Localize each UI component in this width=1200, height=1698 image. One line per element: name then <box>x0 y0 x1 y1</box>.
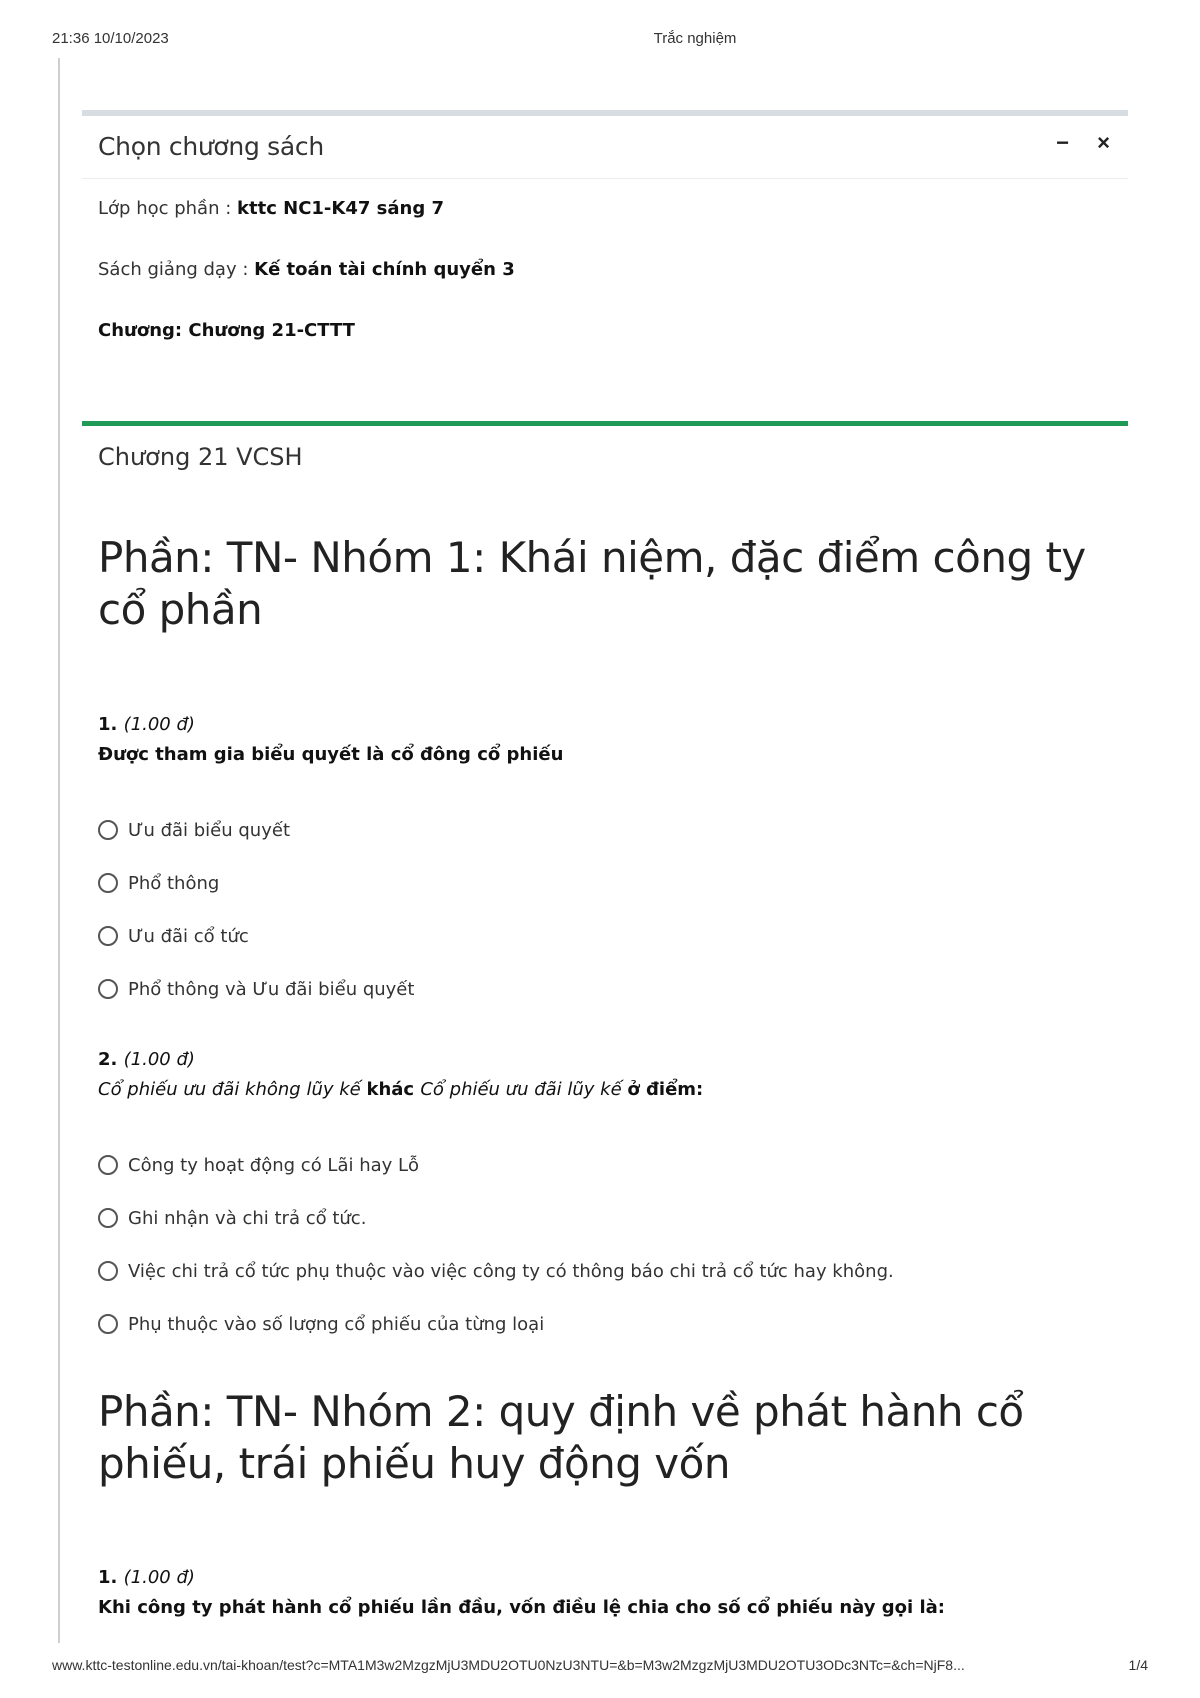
panel-header <box>82 116 1128 179</box>
question-index: 2. <box>98 1049 118 1070</box>
print-doc-title: Trắc nghiệm <box>653 30 737 47</box>
answer-option[interactable] <box>98 817 290 843</box>
question-text: Được tham gia biểu quyết là cổ đông cổ phiếu <box>98 744 564 765</box>
question-text-part: khác <box>366 1079 421 1100</box>
question-number <box>98 1049 195 1070</box>
question-text-part: ở điểm: <box>627 1079 704 1100</box>
answer-option[interactable] <box>98 870 219 896</box>
print-url: www.kttc-testonline.edu.vn/tai-khoan/test?c=MTA1M3w2MzgzMjU3MDU2OTU0NzU3NTU=&b=M3w2MzgzMjU3MDU2OTU3ODc3NTc=&ch=NjF8... <box>52 1657 965 1673</box>
question-text: Khi công ty phát hành cổ phiếu lần đầu, vốn điều lệ chia cho số cổ phiếu này gọi là: <box>98 1597 945 1618</box>
panel-title: Chọn chương sách <box>98 132 324 161</box>
answer-label: Phổ thông <box>128 872 220 894</box>
question-text <box>98 1079 703 1100</box>
print-datetime: 21:36 10/10/2023 <box>52 30 169 47</box>
answer-label: Ghi nhận và chi trả cổ tức. <box>128 1207 367 1229</box>
radio-icon[interactable] <box>98 979 118 999</box>
question-text-part: Cổ phiếu ưu đãi lũy kế <box>420 1079 628 1100</box>
book-info <box>98 259 515 280</box>
question-points: (1.00 đ) <box>123 714 195 735</box>
radio-icon[interactable] <box>98 1155 118 1175</box>
chapter-value: Chương: Chương 21-CTTT <box>98 320 355 341</box>
class-label: Lớp học phần : <box>98 198 238 219</box>
answer-option[interactable] <box>98 1311 544 1337</box>
print-page-number: 1/4 <box>1128 1657 1148 1673</box>
question-index: 1. <box>98 714 118 735</box>
answer-option[interactable] <box>98 1258 894 1284</box>
answer-label: Ưu đãi cổ tức <box>128 925 249 947</box>
question-text-part: Cổ phiếu ưu đãi không lũy kế <box>98 1079 367 1100</box>
print-header <box>0 30 1200 50</box>
class-info <box>98 198 444 219</box>
answer-option[interactable] <box>98 1152 419 1178</box>
answer-label: Công ty hoạt động có Lãi hay Lỗ <box>128 1154 420 1176</box>
radio-icon[interactable] <box>98 1314 118 1334</box>
answer-label: Phụ thuộc vào số lượng cổ phiếu của từng loại <box>128 1313 545 1335</box>
part-title: Phần: TN- Nhóm 1: Khái niệm, đặc điểm công ty cổ phần <box>98 533 1086 634</box>
answer-label: Phổ thông và Ưu đãi biểu quyết <box>128 978 415 1000</box>
answer-option[interactable] <box>98 923 249 949</box>
answer-label: Việc chi trả cổ tức phụ thuộc vào việc công ty có thông báo chi trả cổ tức hay không. <box>128 1260 894 1282</box>
class-value: kttc NC1-K47 sáng 7 <box>237 198 445 219</box>
close-icon[interactable]: × <box>1097 130 1110 155</box>
radio-icon[interactable] <box>98 926 118 946</box>
answer-label: Ưu đãi biểu quyết <box>128 819 290 841</box>
radio-icon[interactable] <box>98 820 118 840</box>
chapter-info <box>98 320 355 341</box>
question-points: (1.00 đ) <box>123 1567 195 1588</box>
panel-tools <box>1034 130 1110 156</box>
print-footer <box>0 1657 1200 1677</box>
radio-icon[interactable] <box>98 1261 118 1281</box>
question-number <box>98 714 195 735</box>
radio-icon[interactable] <box>98 1208 118 1228</box>
section-subtitle: Chương 21 VCSH <box>98 443 303 471</box>
questions-panel <box>82 421 1128 426</box>
part-title: Phần: TN- Nhóm 2: quy định về phát hành cổ phiếu, trái phiếu huy động vốn <box>98 1387 1024 1488</box>
answer-option[interactable] <box>98 976 414 1002</box>
book-label: Sách giảng dạy : <box>98 259 255 280</box>
left-rule-divider <box>58 58 60 1643</box>
book-value: Kế toán tài chính quyển 3 <box>254 259 515 280</box>
question-index: 1. <box>98 1567 118 1588</box>
minimize-icon[interactable]: − <box>1056 130 1070 155</box>
chapter-select-panel <box>82 110 1128 416</box>
answer-option[interactable] <box>98 1205 366 1231</box>
question-points: (1.00 đ) <box>123 1049 195 1070</box>
radio-icon[interactable] <box>98 873 118 893</box>
question-number <box>98 1567 195 1588</box>
